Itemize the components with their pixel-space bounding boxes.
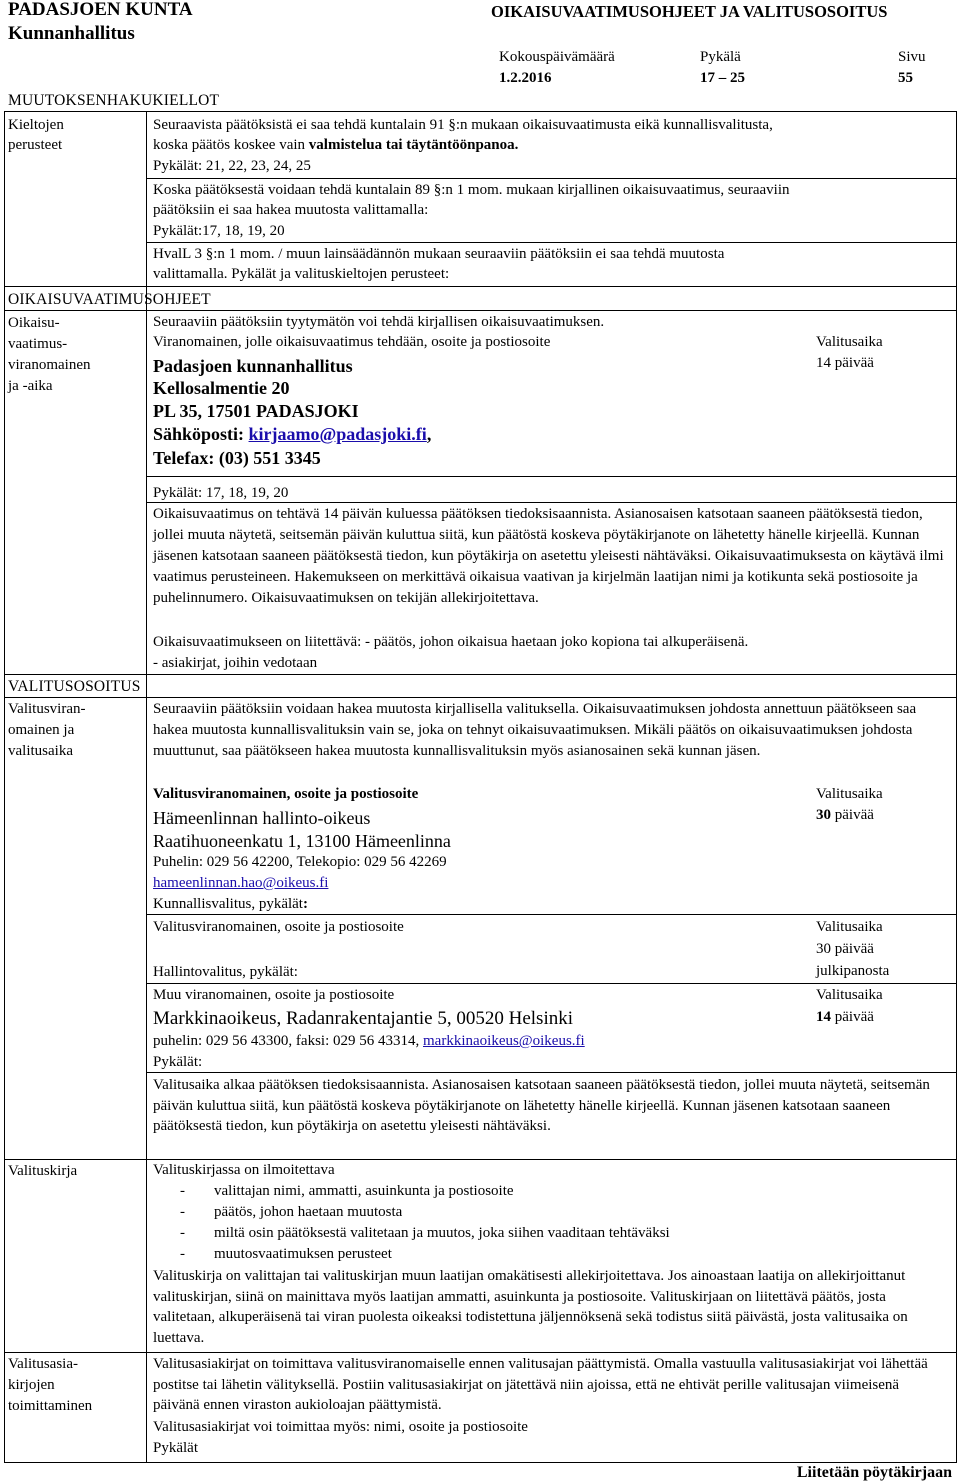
hao-name: Hämeenlinnan hallinto-oikeus (153, 808, 371, 828)
rect-authority-name: Padasjoen kunnanhallitus (153, 356, 353, 376)
bans-sections-1: Pykälät: 21, 22, 23, 24, 25 (153, 158, 311, 174)
rect-left-4: ja -aika (8, 378, 53, 394)
delivery-left-3: toimittaminen (8, 1398, 93, 1414)
appeal-letter-item-3: - miltä osin päätöksestä valitetaan ja muutos, joka siihen vaaditaan tehtäväksi (180, 1225, 670, 1241)
meeting-date-label: Kokouspäivämäärä (499, 49, 615, 65)
rect-attach-1: Oikaisuvaatimukseen on liitettävä: - päätös, johon oikaisua haetaan joko kopiona tai alkuperäisenä. (153, 634, 749, 650)
frame-right (956, 111, 957, 1463)
rect-left-3: viranomainen (8, 357, 91, 373)
attached-to-minutes: Liitetään pöytäkirjaan (796, 1464, 952, 1481)
divider (146, 502, 956, 503)
delivery-left-2: kirjojen (8, 1377, 55, 1393)
admin-appeal-label: Hallintovalitus, pykälät: (153, 964, 298, 980)
delivery-last-line: Valitusasiakirjat voi toimittaa myös: nimi, osoite ja postiosoite (153, 1419, 528, 1435)
appeal-time3-label: Valitusaika (816, 987, 883, 1003)
appeal-letter-intro: Valituskirjassa on ilmoitettava (153, 1162, 335, 1178)
divider (146, 476, 956, 477)
appeal-authority2-label: Valitusviranomainen, osoite ja postiosoite (153, 919, 404, 935)
section-title-appeal: VALITUSOSOITUS (8, 678, 141, 695)
rect-email-line: Sähköposti: kirjaamo@padasjoki.fi, (153, 424, 432, 444)
appeal-time1-value: 30 päivää (816, 807, 874, 823)
appeal-time2-value: 30 päivää (816, 941, 874, 957)
bans-line-4: Koska päätöksestä voidaan tehdä kuntalain 89 §:n 1 mom. mukaan kirjallinen oikaisuvaatimus, seuraaviin (153, 182, 790, 198)
hao-email-line (153, 874, 328, 893)
page-label: Sivu (898, 49, 926, 65)
rect-attach-2: - asiakirjat, joihin vedotaan (153, 655, 318, 671)
delivery-left-1: Valitusasia- (8, 1356, 78, 1372)
page-number: 55 (898, 70, 913, 86)
section-label: Pykälä (700, 49, 741, 65)
rect-fax: Telefax: (03) 551 3345 (153, 448, 321, 468)
bans-line-1: Seuraavista päätöksistä ei saa tehdä kuntalain 91 §:n mukaan oikaisuvaatimusta eikä kunnallisvalitusta, (153, 117, 773, 133)
divider (146, 242, 956, 243)
rect-time-value: 14 päivää (816, 355, 874, 371)
hao-phone: Puhelin: 029 56 42200, Telekopio: 029 56 42269 (153, 854, 447, 870)
hao-street: Raatihuoneenkatu 1, 13100 Hämeenlinna (153, 831, 451, 851)
rect-line-1: Seuraaviin päätöksiin tyytymätön voi tehdä kirjallisen oikaisuvaatimuksen. (153, 314, 605, 330)
frame-left (4, 111, 5, 1463)
appeal-letter-body: Valituskirja on valittajan tai valituskirjan muun laatijan omakätisesti allekirjoitettava. Jos ainoastaan laatija on allekirjoittanut valituskirjan, siinä on mainittava myös laatijan ammatti, asuinkunta ja postiosoite. Valituskirjaan on liitettävä päätös, josta valitetaan, alkuperäisenä tai viran puolesta oikeaksi todistettuna jäljennöksenä sekä todistus siitä päivästä, josta valitusaika on luettava. (153, 1268, 908, 1346)
bans-line-7: HvalL 3 §:n 1 mom. / muun lainsäädännön mukaan seuraaviin päätöksiin ei saa tehdä muutosta (153, 246, 725, 262)
market-court-sections: Pykälät: (153, 1054, 203, 1070)
market-court-address: Markkinaoikeus, Radanrakentajantie 5, 00520 Helsinki (153, 1008, 574, 1029)
bans-line-2: koska päätös koskee vain valmistelua tai täytäntöönpanoa. (153, 137, 519, 153)
bans-left-label-2: perusteet (8, 137, 63, 153)
department-name: Kunnanhallitus (8, 23, 135, 44)
rect-body: Oikaisuvaatimus on tehtävä 14 päivän kuluessa päätöksen tiedoksisaannista. Asianosaisen katsotaan saaneen päätöksestä tiedon, jollei muuta näytetä, seitsemän päivän kuluttua siitä, kun päätöstä koskeva pöytäkirjanote on lähetetty hänelle kirjeellä. Kunnan jäsenen katsotaan saaneen päätöksestä tiedon, kun pöytäkirja on asetettu yleisesti nähtäväksi. Oikaisuvaatimuksesta on käytävä ilmi vaatimus perusteineen. Hakemukseen on merkittävä oikaisua vaativan ja kirjelmän laatijan nimi ja kotikunta sekä postiosoite ja puhelinnumero. Oikaisuvaatimuksen on tekijän allekirjoitettava. (153, 506, 944, 606)
appeal-left-3: valitusaika (8, 743, 73, 759)
appeal-time-body: Valitusaika alkaa päätöksen tiedoksisaannista. Asianosaisen katsotaan saaneen päätöksestä tiedon, jollei muuta näytetä, seitsemän päivän kuluttua siitä, kun päätöstä koskeva pöytäkirjanote on lähetetty hänelle kirjeellä. Kunnan jäsenen katsotaan saaneen päätöksestä tiedon, kun pöytäkirja on asetettu yleisesti nähtäväksi. (153, 1077, 930, 1134)
column-divider (146, 111, 147, 1463)
appeal-letter-item-2: - päätös, johon haetaan muutosta (180, 1204, 403, 1220)
delivery-sections: Pykälät (153, 1440, 198, 1456)
meeting-date: 1.2.2016 (499, 70, 552, 86)
market-court-email-link[interactable]: markkinaoikeus@oikeus.fi (423, 1033, 585, 1049)
rect-time-label: Valitusaika (816, 334, 883, 350)
appeal-authority-label: Valitusviranomainen, osoite ja postiosoite (153, 786, 419, 802)
appeal-time3-value: 14 päivää (816, 1009, 874, 1025)
market-court-contact: puhelin: 029 56 43300, faksi: 029 56 43314, markkinaoikeus@oikeus.fi (153, 1033, 585, 1049)
delivery-body: Valitusasiakirjat on toimittava valitusviranomaiselle ennen valitusajan päättymistä. Omalla vastuulla valitusasiakirjat voi lähettää postitse tai lähetin välityksellä. Postiin valitusasiakirjat on jätettävä niin ajoissa, että ne ehtivät perille valitusajan viimeisenä päivänä ennen viraston aukioloajan päättymistä. (153, 1356, 928, 1413)
appeal-left-1: Valitusviran- (8, 701, 86, 717)
section-title-rectification: OIKAISUVAATIMUSOHJEET (8, 291, 211, 308)
divider (146, 178, 956, 179)
rect-sections: Pykälät: 17, 18, 19, 20 (153, 485, 289, 501)
bans-line-8: valittamalla. Pykälät ja valituskieltojen perusteet: (153, 266, 450, 282)
rect-left-1: Oikaisu- (8, 315, 60, 331)
organization-name: PADASJOEN KUNTA (8, 0, 193, 20)
appeal-letter-left: Valituskirja (8, 1163, 78, 1179)
divider (146, 983, 956, 984)
divider (146, 1072, 956, 1073)
section-title-appeal-bans: MUUTOKSENHAKUKIELLOT (8, 92, 220, 109)
rect-line-2: Viranomainen, jolle oikaisuvaatimus tehdään, osoite ja postiosoite (153, 334, 551, 350)
rect-postal: PL 35, 17501 PADASJOKI (153, 401, 359, 421)
rect-left-2: vaatimus- (8, 336, 68, 352)
bans-sections-2: Pykälät:17, 18, 19, 20 (153, 223, 285, 239)
appeal-time2-extra: julkipanosta (816, 963, 890, 979)
bans-line-5: päätöksiin ei saa hakea muutosta valittamalla: (153, 202, 429, 218)
bans-left-label-1: Kieltojen (8, 117, 64, 133)
divider (146, 914, 956, 915)
appeal-letter-item-1: - valittajan nimi, ammatti, asuinkunta ja postiosoite (180, 1183, 514, 1199)
rect-street: Kellosalmentie 20 (153, 378, 290, 398)
hao-email-link[interactable]: hameenlinnan.hao@oikeus.fi (153, 875, 329, 891)
document-title: OIKAISUVAATIMUSOHJEET JA VALITUSOSOITUS (491, 2, 888, 21)
other-authority-label: Muu viranomainen, osoite ja postiosoite (153, 987, 395, 1003)
appeal-time1-label: Valitusaika (816, 786, 883, 802)
appeal-intro: Seuraaviin päätöksiin voidaan hakea muutosta kirjallisella valituksella. Oikaisuvaatimuksen johdosta annettuun päätökseen saa hakea muutosta kunnallisvalituksin vain se, joka on tehnyt oikaisuvaatimuksen. Mikäli päätös on oikaisuvaatimuksen johdosta muuttunut, saa päätökseen hakea muutosta kunnallisvalituksin myös asianosainen sekä kunnan jäsen. (153, 701, 917, 759)
appeal-time2-label: Valitusaika (816, 919, 883, 935)
appeal-letter-item-4: - muutosvaatimuksen perusteet (180, 1246, 392, 1262)
section-range: 17 – 25 (700, 70, 745, 86)
appeal-left-2: omainen ja (8, 722, 75, 738)
municipal-appeal-label: Kunnallisvalitus, pykälät: (153, 896, 308, 912)
rect-email-link[interactable]: kirjaamo@padasjoki.fi (248, 424, 427, 444)
